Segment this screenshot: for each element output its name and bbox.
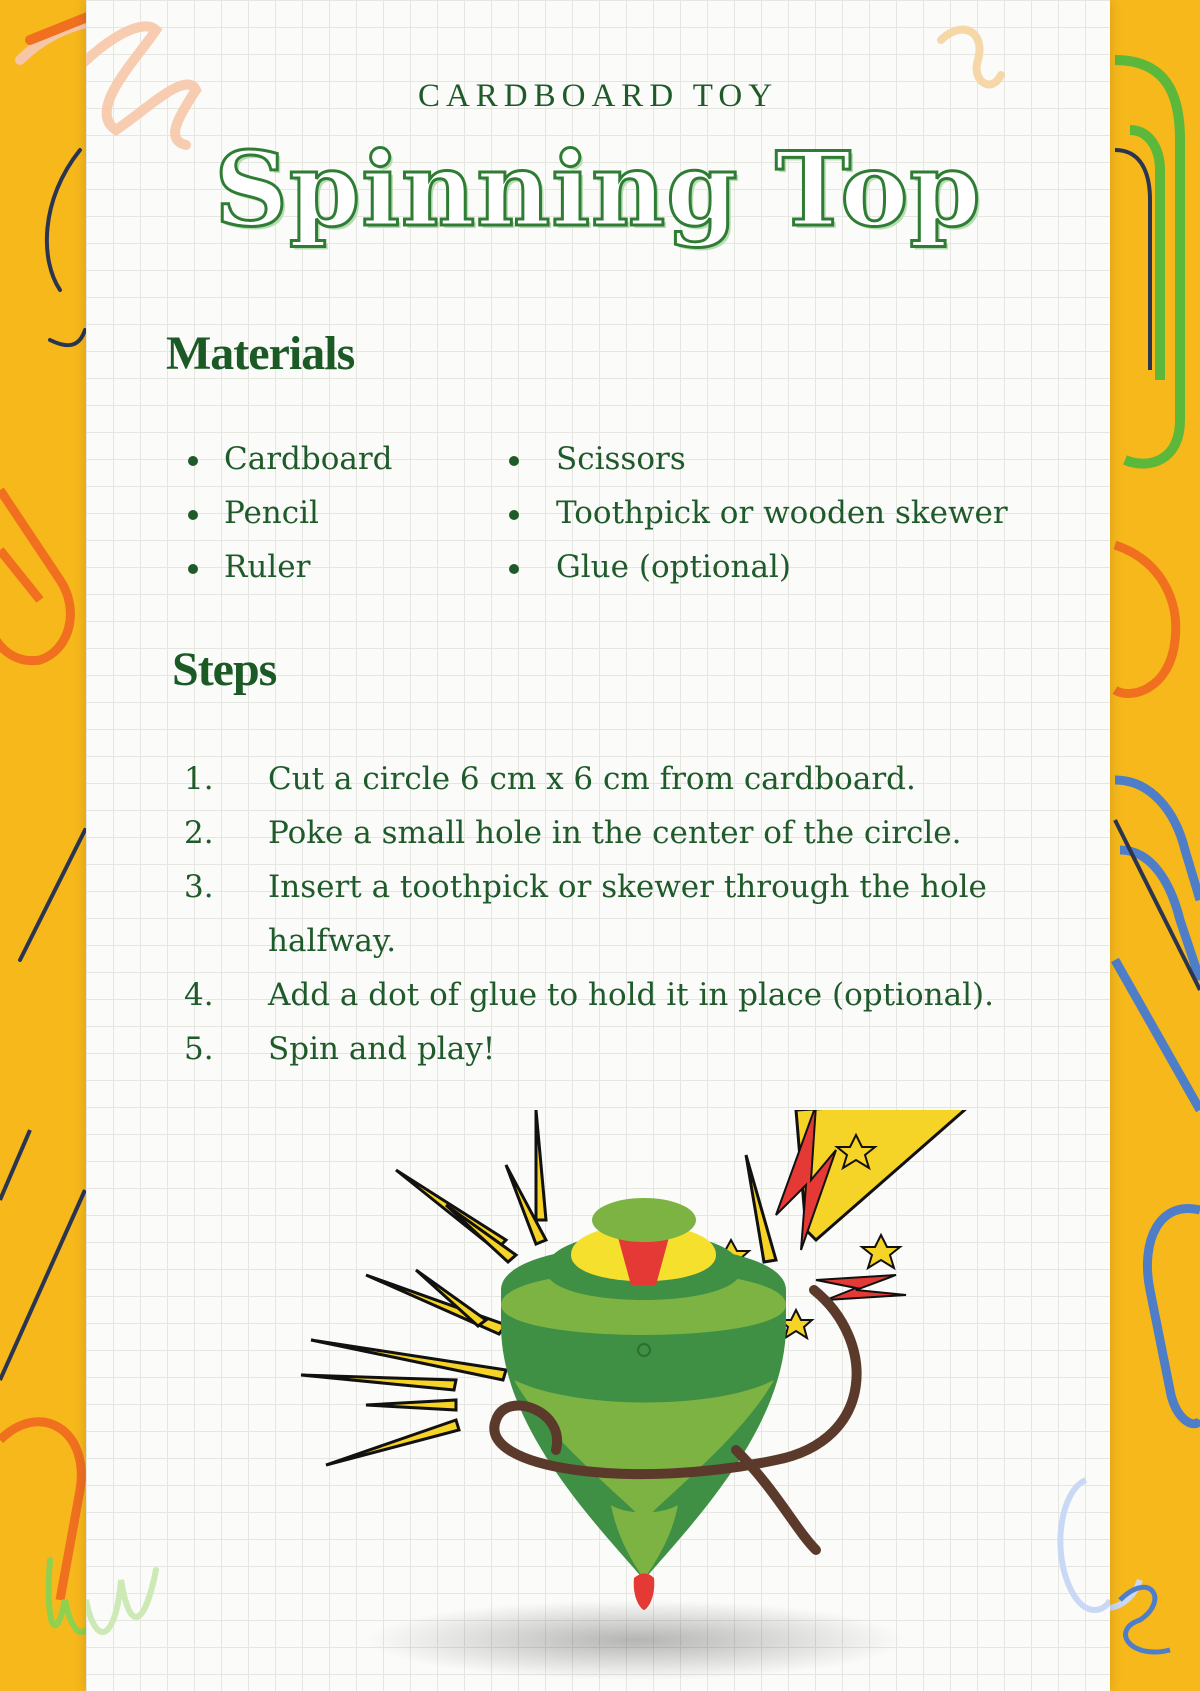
paper-sheet (86, 0, 1110, 1691)
step-text: Cut a circle 6 cm x 6 cm from cardboard. (268, 761, 916, 797)
step-item (86, 860, 1038, 968)
step-item (86, 968, 1038, 1022)
bullet-icon (509, 564, 519, 574)
step-number: 2. (184, 815, 214, 851)
blue-paperclip-2 (1147, 1208, 1200, 1423)
orange-paperclip (0, 490, 70, 661)
step-text: Add a dot of glue to hold it in place (optional). (268, 977, 994, 1013)
page-title: Spinning Top (214, 130, 982, 250)
step-item (86, 752, 1038, 806)
bullet-icon (188, 456, 198, 466)
step-number: 5. (184, 1031, 214, 1067)
step-text: Spin and play! (268, 1031, 496, 1067)
step-number: 3. (184, 869, 214, 905)
list-item: Ruler (224, 540, 393, 594)
step-item (86, 1022, 1038, 1076)
list-item: Cardboard (224, 432, 393, 486)
bullet-icon (509, 510, 519, 520)
orange-paperclip-right (1115, 545, 1176, 693)
bullet-icon (188, 564, 198, 574)
steps-heading: Steps (172, 643, 277, 696)
step-number: 1. (184, 761, 214, 797)
step-item (86, 806, 1038, 860)
steps-list (86, 752, 1038, 1076)
bullet-icon (188, 510, 198, 520)
list-item: Scissors (556, 432, 1008, 486)
subtitle: CARDBOARD TOY (417, 78, 779, 114)
materials-list-right (556, 432, 1008, 594)
step-text: Poke a small hole in the center of the circle. (268, 815, 962, 851)
orange-clip-bottom (0, 1422, 81, 1600)
navy-line-3 (0, 1190, 85, 1380)
green-paperclip (1115, 60, 1180, 464)
navy-paperclip (1115, 150, 1150, 370)
list-item: Toothpick or wooden skewer (556, 486, 1008, 540)
materials-list-left (224, 432, 393, 594)
navy-line-2 (0, 1130, 30, 1200)
spinning-top-icon (216, 1110, 976, 1690)
orange-paperclip-2 (0, 550, 40, 600)
blue-paperclip (1115, 780, 1200, 1110)
step-text: Insert a toothpick or skewer through the hole halfway. (268, 869, 987, 959)
materials-heading: Materials (166, 327, 355, 380)
top-body (501, 1198, 786, 1610)
step-number: 4. (184, 977, 214, 1013)
list-item: Glue (optional) (556, 540, 1008, 594)
navy-line (20, 830, 85, 960)
top-shadow (366, 1600, 906, 1680)
bullet-icon (509, 456, 519, 466)
list-item: Pencil (224, 486, 393, 540)
navy-curve (47, 150, 85, 345)
